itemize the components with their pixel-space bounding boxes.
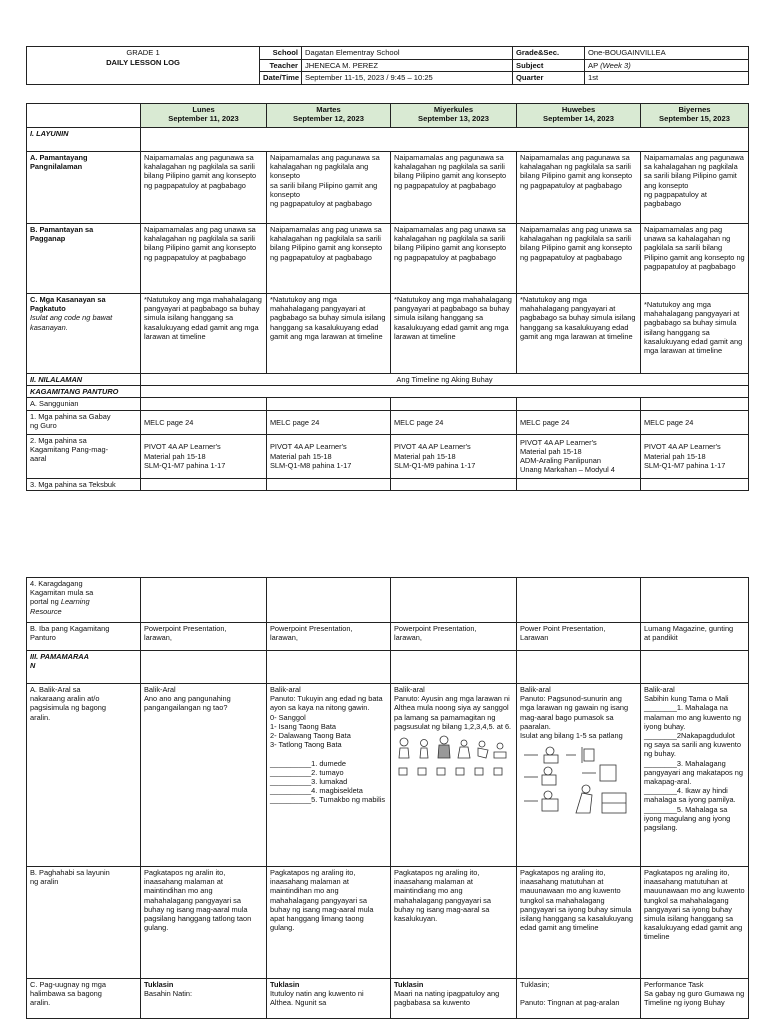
cell-r2-martes: PIVOT 4A AP Learner's Material pah 15-18 SLM-Q1-M8 pahina 1-17 — [267, 434, 391, 478]
subject-week: (Week 3) — [600, 60, 631, 70]
row-label-pamantayan-sa-pagganap: B. Pamantayan sa Pagganap — [27, 224, 141, 294]
quarter-value: 1st — [585, 72, 749, 85]
teacher-label: Teacher — [260, 59, 302, 72]
cell-rb-huwebes: Power Point Presentation, Larawan — [517, 623, 641, 651]
kagamitan-blank — [141, 386, 749, 398]
cell-pa-huwebes: Balik-aral Panuto: Pagsunod-sunurin ang mga larawan ng gawain ng isang mag-aaral bago pumasok sa paaralan. Isulat ang bilang 1-5 sa patlang — [517, 684, 641, 867]
gradesec-label: Grade&Sec. — [513, 47, 585, 60]
cell-pa-biyernes: Balik-aral Sabihin kung Tama o Mali ________1. Mahalaga na malaman mo ang kuwento ng iyong buhay. ________2Nakapagdudulot ng saya sa sarili ang kuwento ng buhay. ________3. Mahalagang pangyayari ang makatapos ng makapag-aral. ________4. Ikaw ay hindi mahalaga sa iyong pamilya. ________5. Mahalaga sa iyong magulang ang iyong pagsilang. — [641, 684, 749, 867]
cell-pb-biyernes: Pagkatapos ng araling ito, inaasahang matutuhan at mauunawaan mo ang kuwento tungkol sa mahahalagang pangyayari sa iyong buhay simula isilang hanggang sa kasalukuyang edad gamit ang timeline — [641, 867, 749, 979]
log-title: DAILY LESSON LOG — [106, 57, 180, 67]
school-routine-illustration — [520, 743, 636, 823]
cell-pb-martes: Pagkatapos ng araling ito, inaasahang malaman at maintindihan mo ang mahahalagang pangyayari sa buhay ng isang mag-aaral mula apat hanggang limang taong gulang. — [267, 867, 391, 979]
section-nilalaman: II. NILALAMAN — [27, 374, 141, 386]
althea-pictures-illustration — [394, 734, 510, 780]
datetime-value: September 11-15, 2023 / 9:45 – 10:25 — [302, 72, 513, 85]
row-label-karagdagang-kagamitan: 4. Karagdagang Kagamitan mula sa portal ng Learning Resource — [27, 578, 141, 623]
row-label-sanggunian: A. Sanggunian — [27, 398, 141, 410]
cell-b-biyernes: Naipamamalas ang pag unawa sa kahalagahan ng pagkilala sa sarili bilang Pilipino gamit ang konsepto ng pagpapatuloy at pagbabago — [641, 224, 749, 294]
cell-a-miyerkules: Naipamamalas ang pagunawa sa kahalagahan ng pagkilala sa sarili bilang Pilipino gamit ang konsepto ng pagpapatuloy at pagbabago — [391, 152, 517, 224]
cell-r1-lunes: MELC page 24 — [141, 410, 267, 434]
section-layunin: I. LAYUNIN — [27, 128, 141, 152]
cell-c-biyernes: *Natutukoy ang mga mahahalagang pangyayari at pagbabago sa buhay simula isilang hanggang sa kasalukuyang edad gamit ang mga larawan at timeline — [641, 294, 749, 374]
cell-pa-lunes: Balik-Aral Ano ano ang pangunahing pangangailangan ng tao? — [141, 684, 267, 867]
cell-pc-martes: Tuklasin Itutuloy natin ang kuwento ni Althea. Ngunit sa — [267, 979, 391, 1019]
cell-pb-miyerkules: Pagkatapos ng araling ito, inaasahang malaman at maintindiang mo ang mahahalagang pangyayari sa buhay ng isang mag-aaral sa kasalukuyan. — [391, 867, 517, 979]
cell-rb-biyernes: Lumang Magazine, gunting at pandikit — [641, 623, 749, 651]
cell-pc-lunes: Tuklasin Basahin Natin: — [141, 979, 267, 1019]
row-label-iba-pang-kagamitan: B. Iba pang Kagamitang Panturo — [27, 623, 141, 651]
kasanayan-note: Isulat ang code ng bawat kasanayan. — [30, 313, 113, 332]
cell-r1-martes: MELC page 24 — [267, 410, 391, 434]
row-label-teksbuk: 3. Mga pahina sa Teksbuk — [27, 478, 141, 490]
day-header-huwebes: Huwebes September 14, 2023 — [517, 104, 641, 128]
row-label-pamantayang-pangnilalaman: A. Pamantayang Pangnilalaman — [27, 152, 141, 224]
cell-b-martes: Naipamamalas ang pag unawa sa kahalagahan ng pagkilala sa sarili bilang Pilipino gamit ang konsepto ng pagpapatuloy at pagbabago — [267, 224, 391, 294]
cell-c-huwebes: *Natutukoy ang mga mahahalagang pangyayari at pagbabago sa buhay simula isilang hanggang sa kasalukuyang edad gamit ang mga larawan at timeline — [517, 294, 641, 374]
day-header-lunes: Lunes September 11, 2023 — [141, 104, 267, 128]
cell-a-huwebes: Naipamamalas ang pagunawa sa kahalagahan ng pagkilala sa sarili bilang Pilipino gamit ang konsepto ng pagpapatuloy at pagbabago — [517, 152, 641, 224]
row-label-balik-aral: A. Balik-Aral sa nakaraang aralin at/o pagsisimula ng bagong aralin. — [27, 684, 141, 867]
section-pamamaraan: III. PAMAMARAA N — [27, 651, 141, 684]
row-label-kagamitang-pang-mag-aaral: 2. Mga pahina sa Kagamitang Pang-mag- aaral — [27, 434, 141, 478]
cell-c-miyerkules: *Natutukoy ang mga mahahalagang pangyayari at pagbabago sa buhay simula isilang hanggang sa kasalukuyang edad gamit ang mga larawan at timeline — [391, 294, 517, 374]
cell-a-martes: Naipamamalas ang pagunawa sa kahalagahan ng pagkilala ang konsepto sa sarili bilang Pilipino gamit ang konsepto ng pagpapatuloy at pagbabago — [267, 152, 391, 224]
subject-label: Subject — [513, 59, 585, 72]
cell-pc-biyernes: Performance Task Sa gabay ng guro Gumawa ng Timeline ng iyong Buhay — [641, 979, 749, 1019]
layunin-blank — [141, 128, 749, 152]
row-label-kasanayan: C. Mga Kasanayan sa Pagkatuto Isulat ang code ng bawat kasanayan. — [27, 294, 141, 374]
school-label: School — [260, 47, 302, 60]
gradesec-value: One-BOUGAINVILLEA — [585, 47, 749, 60]
cell-pb-lunes: Pagkatapos ng aralin ito, inaasahang malaman at maintindihan mo ang mahahalagang pangyayari sa buhay ng isang mag-aaral mula pagsilang hanggang tatlong taon gulang. — [141, 867, 267, 979]
lesson-table-page-2 — [26, 577, 749, 1019]
day-header-biyernes: Biyernes September 15, 2023 — [641, 104, 749, 128]
nilalaman-value: Ang Timeline ng Aking Buhay — [141, 374, 749, 386]
cell-rb-miyerkules: Powerpoint Presentation, larawan, — [391, 623, 517, 651]
cell-a-biyernes: Naipamamalas ang pagunawa sa kahalagahan ng pagkilala sa sarili bilang Pilipino gamit ang konsepto ng pagpapatuloy at pagbabago — [641, 152, 749, 224]
cell-rb-lunes: Powerpoint Presentation, larawan, — [141, 623, 267, 651]
cell-c-martes: *Natutukoy ang mga mahahalagang pangyayari at pagbabago sa buhay simula isilang hanggang sa kasalukuyang edad gamit ang mga larawan at timeline — [267, 294, 391, 374]
corner-cell — [27, 104, 141, 128]
cell-r2-miyerkules: PIVOT 4A AP Learner's Material pah 15-18 SLM-Q1-M9 pahina 1-17 — [391, 434, 517, 478]
school-value: Dagatan Elementray School — [302, 47, 513, 60]
grade-log-cell — [27, 47, 260, 85]
cell-r2-huwebes: PIVOT 4A AP Learner's Material pah 15-18 ADM-Araling Panlipunan Unang Markahan – Modyul 4 — [517, 434, 641, 478]
lesson-table-page-1 — [26, 103, 749, 491]
cell-rb-martes: Powerpoint Presentation, larawan, — [267, 623, 391, 651]
cell-r1-biyernes: MELC page 24 — [641, 410, 749, 434]
day-header-miyerkules: Miyerkules September 13, 2023 — [391, 104, 517, 128]
cell-b-huwebes: Naipamamalas ang pag unawa sa kahalagahan ng pagkilala sa sarili bilang Pilipino gamit ang konsepto ng pagpapatuloy at pagbabago — [517, 224, 641, 294]
row-label-gabay-ng-guro: 1. Mga pahina sa Gabay ng Guro — [27, 410, 141, 434]
subject-cell — [585, 59, 749, 72]
header-table — [26, 46, 749, 85]
cell-b-lunes: Naipamamalas ang pag unawa sa kahalagahan ng pagkilala sa sarili bilang Pilipino gamit ang konsepto ng pagpapatuloy at pagbabago — [141, 224, 267, 294]
cell-pa-miyerkules: Balik-aral Panuto: Ayusin ang mga larawan ni Althea mula noong siya ay sanggol pa lamang sa pamamagitan ng pagsusulat ng bilang 1,2,3,4,5. at 6. — [391, 684, 517, 867]
cell-r1-huwebes: MELC page 24 — [517, 410, 641, 434]
cell-pa-martes: Balik-aral Panuto: Tukuyin ang edad ng bata ayon sa kaya na nitong gawin. 0- Sanggol 1- Isang Taong Bata 2- Dalawang Taong Bata 3- Tatlong Taong Bata __________1. dumede __________2. tumayo __________3. lumakad __________4. magbisekleta __________5. Tumakbo ng mabilis — [267, 684, 391, 867]
cell-r2-lunes: PIVOT 4A AP Learner's Material pah 15-18 SLM-Q1-M7 pahina 1-17 — [141, 434, 267, 478]
section-kagamitan: KAGAMITANG PANTURO — [27, 386, 141, 398]
row-label-paghahabi: B. Paghahabi sa layunin ng aralin — [27, 867, 141, 979]
cell-c-lunes: *Natutukoy ang mga mahahalagang pangyayari at pagbabago sa buhay simula isilang hanggang sa kasalukuyang edad gamit ang mga larawan at timeline — [141, 294, 267, 374]
cell-b-miyerkules: Naipamamalas ang pag unawa sa kahalagahan ng pagkilala sa sarili bilang Pilipino gamit ang konsepto ng pagpapatuloy at pagbabago — [391, 224, 517, 294]
cell-pb-huwebes: Pagkatapos ng araling ito, inaasahang matutuhan at mauunawaan mo ang kuwento tungkol sa mahahalagang pangyayari sa iyong buhay simula isilang hanggang sa kasalukuyang edad gamit ang timeline — [517, 867, 641, 979]
day-header-martes: Martes September 12, 2023 — [267, 104, 391, 128]
subject-value: AP — [588, 60, 598, 70]
teacher-value: JHENECA M. PEREZ — [302, 59, 513, 72]
cell-a-lunes: Naipamamalas ang pagunawa sa kahalagahan ng pagkilala sa sarili bilang Pilipino gamit ang konsepto ng pagpapatuloy at pagbabago — [141, 152, 267, 224]
datetime-label: Date/Time — [260, 72, 302, 85]
row-label-pag-uugnay: C. Pag-uugnay ng mga halimbawa sa bagong aralin. — [27, 979, 141, 1019]
cell-pc-miyerkules: Tuklasin Maari na nating ipagpatuloy ang pagbabasa sa kuwento — [391, 979, 517, 1019]
cell-r2-biyernes: PIVOT 4A AP Learner's Material pah 15-18 SLM-Q1-M7 pahina 1-17 — [641, 434, 749, 478]
cell-r1-miyerkules: MELC page 24 — [391, 410, 517, 434]
grade-label: GRADE 1 — [126, 48, 160, 57]
cell-pc-huwebes: Tuklasin; Panuto: Tingnan at pag-aralan — [517, 979, 641, 1019]
quarter-label: Quarter — [513, 72, 585, 85]
